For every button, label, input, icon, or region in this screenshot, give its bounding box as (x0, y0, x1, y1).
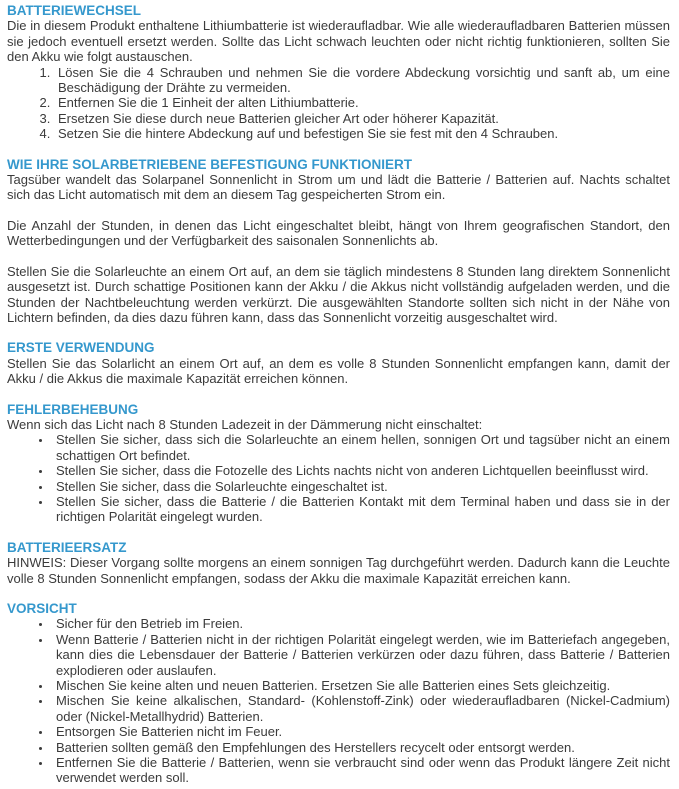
section-erste-verwendung (7, 340, 670, 386)
list-item: 1. Lösen Sie die 4 Schrauben und nehmen Sie die vordere Abdeckung vorsichtig und sanft ab, um eine Beschädigung der Drähte zu vermeiden. (54, 65, 670, 96)
section-fehlerbehebung (7, 402, 670, 525)
section-solarbetriebene-befestigung (7, 157, 670, 326)
section-heading: WIE IHRE SOLARBETRIEBENE BEFESTIGUNG FUNKTIONIERT (7, 156, 413, 172)
section-heading: VORSICHT (7, 601, 77, 616)
numbered-list (7, 65, 670, 142)
list-item: • Batterien sollten gemäß den Empfehlungen des Herstellers recycelt oder entsorgt werden. (52, 740, 670, 755)
paragraph: Wenn sich das Licht nach 8 Stunden Ladezeit in der Dämmerung nicht einschaltet: (7, 416, 483, 432)
list-item: • Sicher für den Betrieb im Freien. (52, 616, 670, 631)
paragraph: Tagsüber wandelt das Solarpanel Sonnenlicht in Strom um und lädt die Batterie / Batterien auf. Nachts schaltet sich das Licht automatisch mit dem an diesem Tag gespeicherten Strom ein. (7, 172, 670, 203)
section-heading: BATTERIEWECHSEL (7, 3, 141, 18)
list-item: • Entfernen Sie die Batterie / Batterien, wenn sie verbraucht sind oder wenn das Produkt längere Zeit nicht verwendet werden soll. (52, 755, 670, 786)
section-vorsicht (7, 601, 670, 786)
list-item: • Stellen Sie sicher, dass die Batterie / die Batterien Kontakt mit dem Terminal haben und dass sie in der richtigen Polarität eingelegt wurden. (52, 494, 670, 525)
section-batterieersatz (7, 540, 670, 586)
paragraph: Die Anzahl der Stunden, in denen das Licht eingeschaltet bleibt, hängt von Ihrem geografischen Standort, den Wetterbedingungen und der Verfügbarkeit des saisonalen Sonnenlichts ab. (7, 217, 670, 249)
list-item: 4. Setzen Sie die hintere Abdeckung auf und befestigen Sie sie fest mit den 4 Schrauben. (54, 126, 670, 141)
list-item: • Entsorgen Sie Batterien nicht im Feuer. (52, 724, 670, 739)
section-heading: ERSTE VERWENDUNG (7, 340, 155, 356)
list-item: • Mischen Sie keine alten und neuen Batterien. Ersetzen Sie alle Batterien eines Sets gleichzeitig. (52, 678, 670, 693)
list-item: • Mischen Sie keine alkalischen, Standard- (Kohlenstoff-Zink) oder wiederaufladbaren (Nickel-Cadmium) oder (Nickel-Metallhydrid) Batterien. (52, 693, 670, 724)
section-heading: BATTERIEERSATZ (7, 539, 127, 555)
list-item: • Stellen Sie sicher, dass sich die Solarleuchte an einem hellen, sonnigen Ort und tagsüber nicht an einem schattigen Ort befindet. (52, 432, 670, 463)
paragraph: HINWEIS: Dieser Vorgang sollte morgens an einem sonnigen Tag durchgeführt werden. Dadurch kann die Leuchte volle 8 Stunden Sonnenlicht empfangen, sodass der Akku die maximale Kapazität erreichen kann. (7, 555, 670, 586)
section-heading: FEHLERBEHEBUNG (7, 401, 139, 417)
bullet-list (7, 616, 670, 785)
list-item: 2. Entfernen Sie die 1 Einheit der alten Lithiumbatterie. (54, 95, 670, 110)
list-item: • Stellen Sie sicher, dass die Fotozelle des Lichts nachts nicht von anderen Lichtquellen beeinflusst wird. (52, 463, 670, 478)
bullet-list (7, 432, 670, 524)
list-item: • Stellen Sie sicher, dass die Solarleuchte eingeschaltet ist. (52, 479, 670, 494)
section-batteriewechsel (7, 3, 670, 142)
paragraph: Die in diesem Produkt enthaltene Lithiumbatterie ist wiederaufladbar. Wie alle wiederaufladbaren Batterien müssen sie jedoch eventuell ersetzt werden. Sollte das Licht schwach leuchten oder nicht richtig funktionieren, sollten Sie den Akku wie folgt austauschen. (7, 18, 670, 65)
paragraph: Stellen Sie das Solarlicht an einem Ort auf, an dem es volle 8 Stunden Sonnenlicht empfangen kann, damit der Akku / die Akkus die maximale Kapazität erreichen können. (7, 355, 670, 387)
list-item: • Wenn Batterie / Batterien nicht in der richtigen Polarität eingelegt werden, wie im Batteriefach angegeben, kann dies die Lebensdauer der Batterie / Batterien verkürzen oder dazu führen, dass Batterie / Batterien explodieren oder auslaufen. (52, 632, 670, 678)
paragraph: Stellen Sie die Solarleuchte an einem Ort auf, an dem sie täglich mindestens 8 Stunden lang direktem Sonnenlicht ausgesetzt ist. Durch schattige Positionen kann der Akku / die Akkus nicht vollständig aufgeladen werden, und die Stunden der Nachtbeleuchtung werden verkürzt. Die ausgewählten Standorte sollten sich nicht in der Nähe von Lichtern befinden, da dies dazu führen kann, dass das Sonnenlicht vorzeitig ausgeschaltet wird. (7, 263, 670, 325)
list-item: 3. Ersetzen Sie diese durch neue Batterien gleicher Art oder höherer Kapazität. (54, 111, 670, 126)
